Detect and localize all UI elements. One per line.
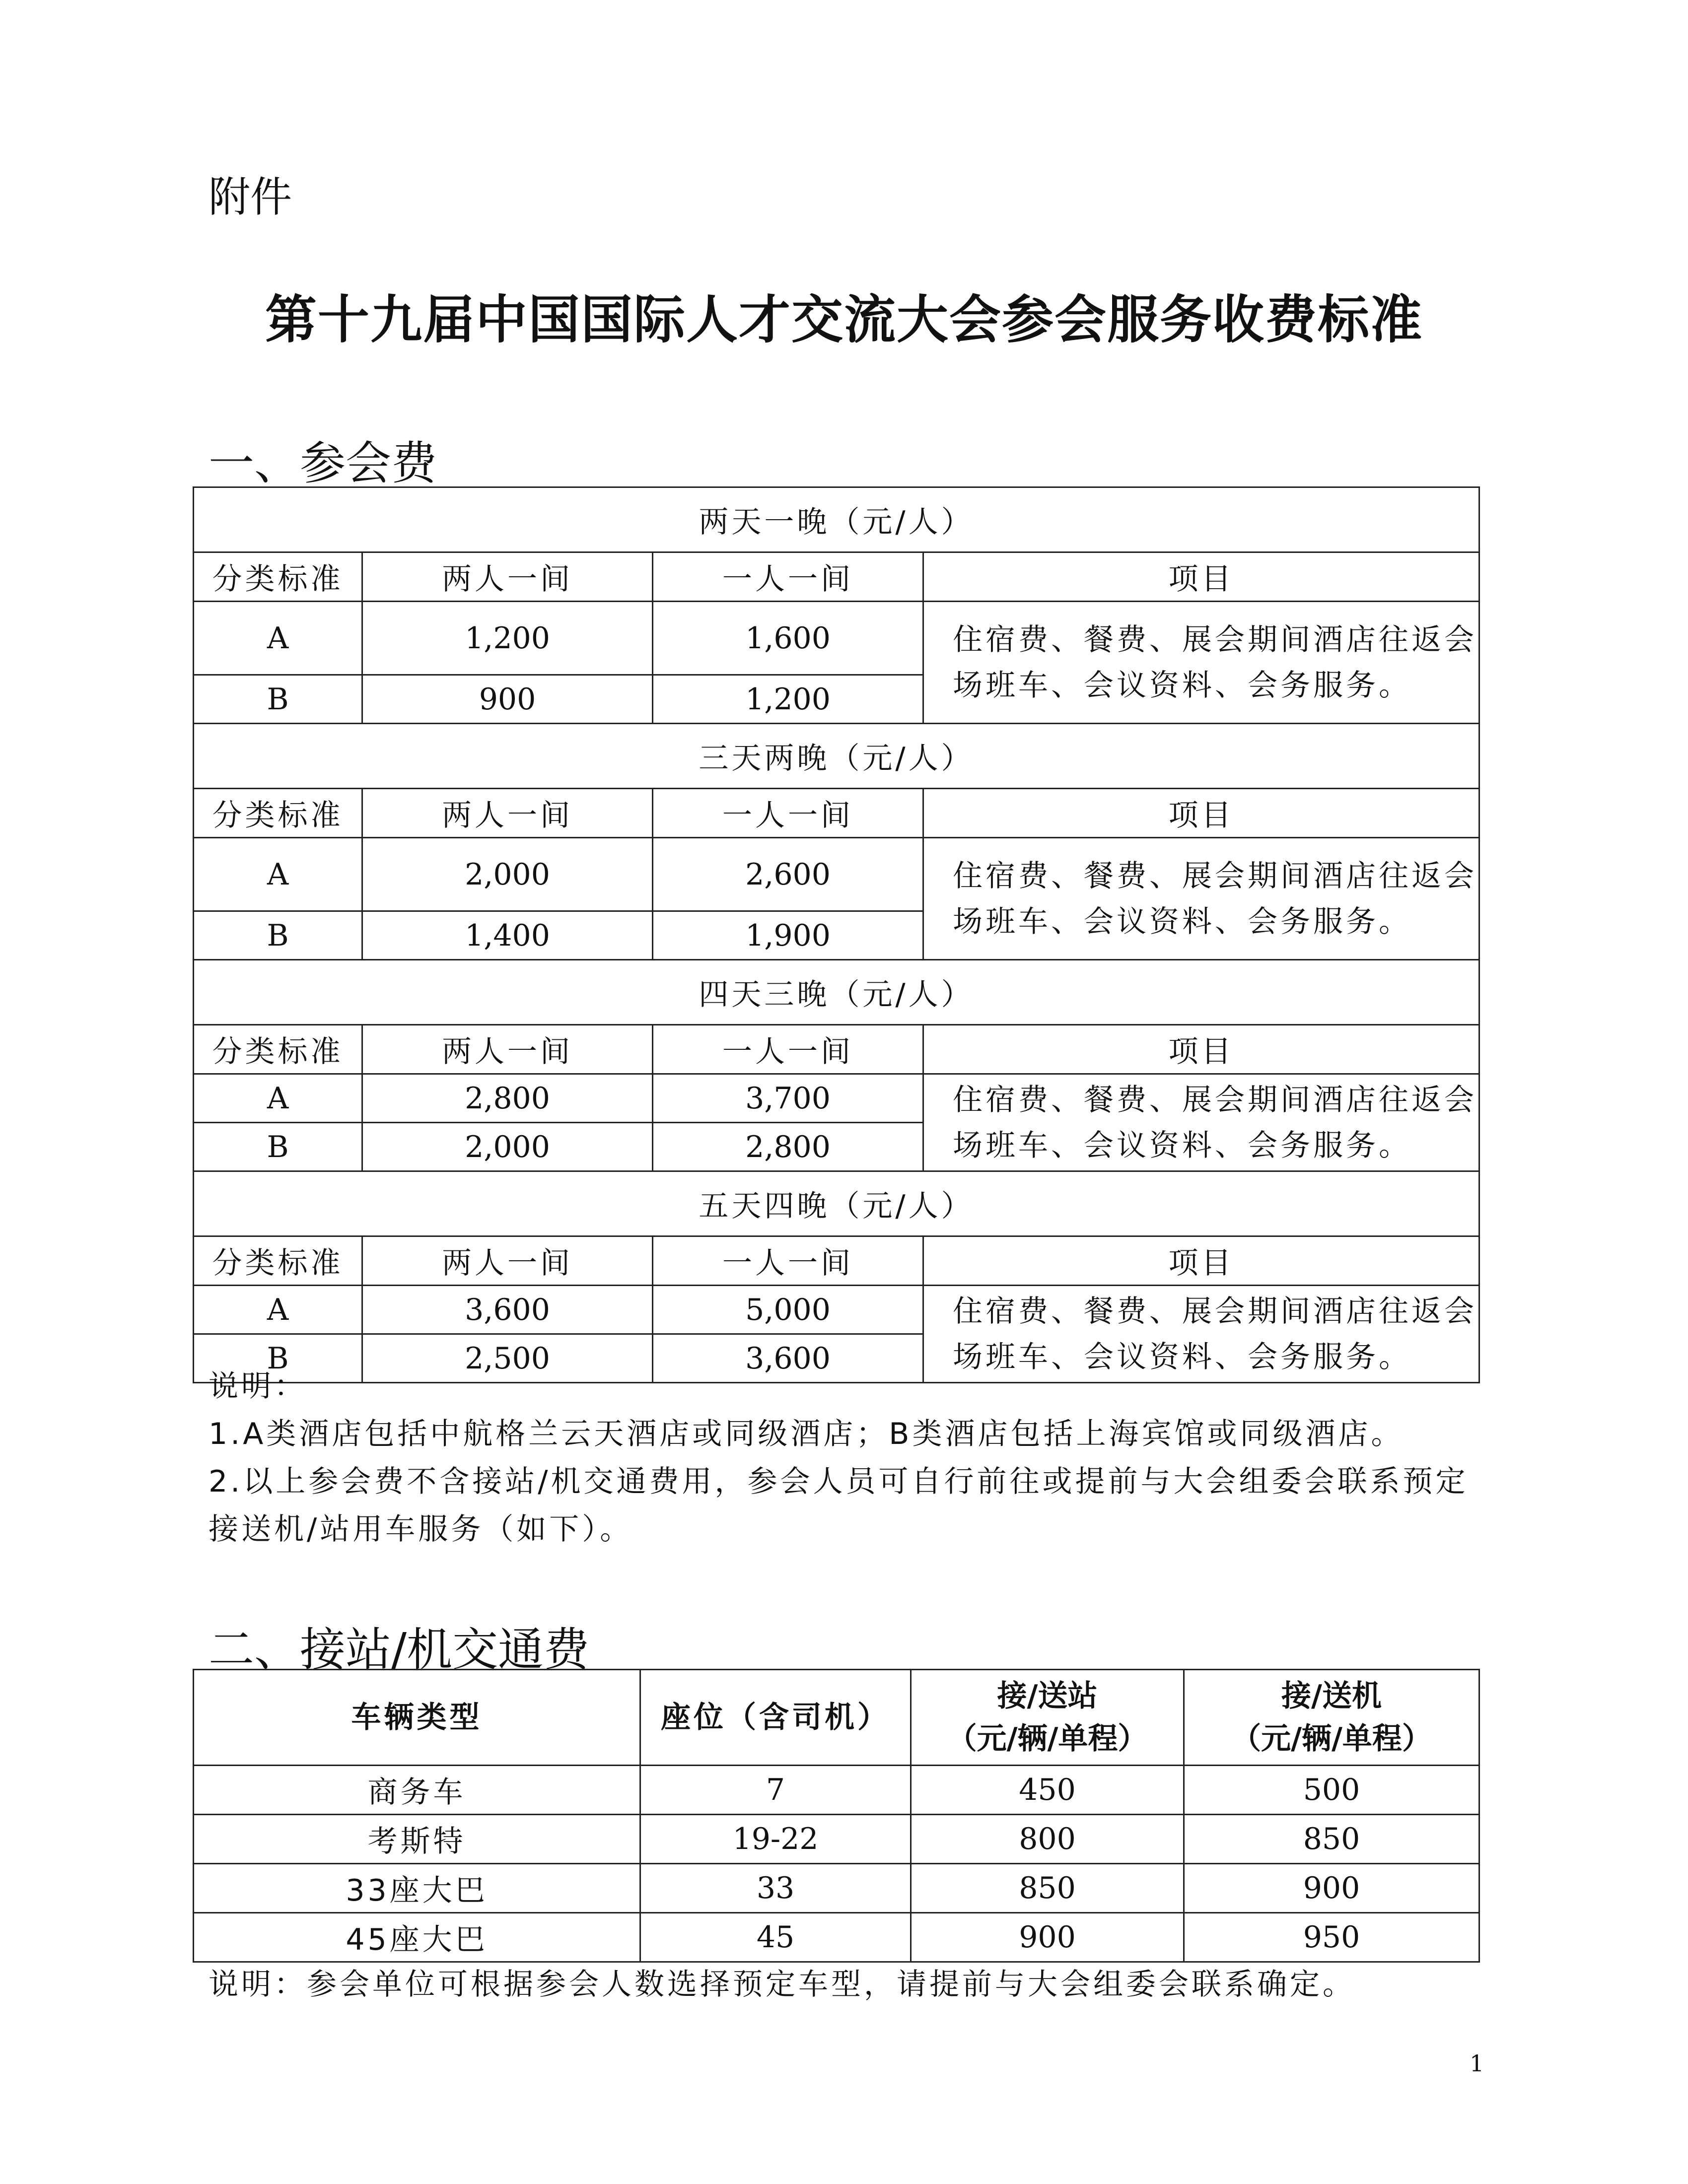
notes-label: 说明： [209, 1369, 307, 1404]
document-title: 第十九届中国国际人才交流大会参会服务收费标准 [265, 289, 1423, 350]
station-price-cell: 450 [911, 1766, 1184, 1815]
seats-cell: 7 [640, 1766, 911, 1815]
double-price-cell: 2,000 [362, 838, 653, 911]
vehicle-cell: 商务车 [194, 1766, 640, 1815]
col-items: 项目 [923, 789, 1479, 838]
col-airport-line2: （元/辆/单程） [1231, 1721, 1432, 1756]
col-category: 分类标准 [194, 789, 362, 838]
airport-price-cell: 500 [1184, 1766, 1479, 1815]
col-double-room: 两人一间 [362, 1236, 653, 1286]
col-station-line1: 接/送站 [997, 1679, 1098, 1713]
table-row [194, 1913, 1479, 1962]
col-double-room: 两人一间 [362, 552, 653, 602]
station-price-cell: 850 [911, 1864, 1184, 1913]
table-header-row [194, 1236, 1479, 1286]
single-price-cell: 3,700 [653, 1074, 923, 1123]
table-header-row [194, 1025, 1479, 1074]
vehicle-cell: 考斯特 [194, 1815, 640, 1864]
single-price-cell: 2,800 [653, 1123, 923, 1171]
single-price-cell: 1,900 [653, 911, 923, 960]
table-row [194, 1766, 1479, 1815]
fee-notes [209, 1363, 1479, 1553]
table-row [194, 838, 1479, 911]
col-category: 分类标准 [194, 552, 362, 602]
attachment-label: 附件 [209, 173, 292, 221]
table-row [194, 1815, 1479, 1864]
table-header-row [194, 789, 1479, 838]
note-item: 说明：参会单位可根据参会人数选择预定车型，请提前与大会组委会联系确定。 [209, 1967, 1355, 2002]
double-price-cell: 2,000 [362, 1123, 653, 1171]
col-items: 项目 [923, 552, 1479, 602]
package-period: 四天三晚（元/人） [194, 960, 1479, 1025]
col-single-room: 一人一间 [653, 1025, 923, 1074]
package-period: 两天一晚（元/人） [194, 487, 1479, 552]
items-cell: 住宿费、餐费、展会期间酒店往返会场班车、会议资料、会务服务。 [923, 602, 1479, 724]
package-period-row [194, 724, 1479, 789]
double-price-cell: 1,400 [362, 911, 653, 960]
seats-cell: 33 [640, 1864, 911, 1913]
seats-cell: 45 [640, 1913, 911, 1962]
transport-table [193, 1669, 1480, 1963]
table-header-row [194, 552, 1479, 602]
fee-table [193, 486, 1480, 1383]
airport-price-cell: 950 [1184, 1913, 1479, 1962]
items-cell: 住宿费、餐费、展会期间酒店往返会场班车、会议资料、会务服务。 [923, 1286, 1479, 1383]
col-airport-line1: 接/送机 [1281, 1679, 1382, 1713]
double-price-cell: 2,500 [362, 1334, 653, 1383]
category-cell: A [194, 1286, 362, 1334]
col-items: 项目 [923, 1236, 1479, 1286]
single-price-cell: 5,000 [653, 1286, 923, 1334]
airport-price-cell: 850 [1184, 1815, 1479, 1864]
double-price-cell: 3,600 [362, 1286, 653, 1334]
double-price-cell: 2,800 [362, 1074, 653, 1123]
section-heading-transport: 二、接站/机交通费 [209, 1623, 589, 1676]
package-period-row [194, 1171, 1479, 1236]
transport-notes [209, 1961, 1479, 2008]
table-row [194, 1286, 1479, 1334]
table-row [194, 1864, 1479, 1913]
category-cell: B [194, 1123, 362, 1171]
section-heading-fees: 一、参会费 [209, 437, 437, 490]
category-cell: A [194, 602, 362, 675]
package-period-row [194, 487, 1479, 552]
category-cell: A [194, 838, 362, 911]
single-price-cell: 1,200 [653, 675, 923, 724]
col-station-line2: （元/辆/单程） [947, 1721, 1148, 1756]
items-cell: 住宿费、餐费、展会期间酒店往返会场班车、会议资料、会务服务。 [923, 1074, 1479, 1171]
seats-cell: 19-22 [640, 1815, 911, 1864]
col-single-room: 一人一间 [653, 1236, 923, 1286]
station-price-cell: 800 [911, 1815, 1184, 1864]
col-seats: 座位（含司机） [640, 1670, 911, 1766]
table-row [194, 602, 1479, 675]
table-row [194, 1074, 1479, 1123]
vehicle-cell: 45座大巴 [194, 1913, 640, 1962]
station-price-cell: 900 [911, 1913, 1184, 1962]
airport-price-cell: 900 [1184, 1864, 1479, 1913]
single-price-cell: 2,600 [653, 838, 923, 911]
col-airport-transfer [1184, 1670, 1479, 1766]
col-station-transfer [911, 1670, 1184, 1766]
col-double-room: 两人一间 [362, 789, 653, 838]
package-period: 三天两晚（元/人） [194, 724, 1479, 789]
category-cell: B [194, 911, 362, 960]
double-price-cell: 900 [362, 675, 653, 724]
table-header-row [194, 1670, 1479, 1766]
single-price-cell: 1,600 [653, 602, 923, 675]
category-cell: B [194, 675, 362, 724]
note-item: 1.A类酒店包括中航格兰云天酒店或同级酒店；B类酒店包括上海宾馆或同级酒店。 [209, 1417, 1404, 1451]
page-number: 1 [1470, 2050, 1484, 2077]
double-price-cell: 1,200 [362, 602, 653, 675]
col-double-room: 两人一间 [362, 1025, 653, 1074]
category-cell: A [194, 1074, 362, 1123]
package-period-row [194, 960, 1479, 1025]
col-category: 分类标准 [194, 1236, 362, 1286]
items-cell: 住宿费、餐费、展会期间酒店往返会场班车、会议资料、会务服务。 [923, 838, 1479, 960]
package-period: 五天四晚（元/人） [194, 1171, 1479, 1236]
col-category: 分类标准 [194, 1025, 362, 1074]
category-cell: B [194, 1334, 362, 1383]
vehicle-cell: 33座大巴 [194, 1864, 640, 1913]
col-items: 项目 [923, 1025, 1479, 1074]
note-item: 2.以上参会费不含接站/机交通费用，参会人员可自行前往或提前与大会组委会联系预定接送机/站用车服务（如下）。 [209, 1464, 1469, 1547]
single-price-cell: 3,600 [653, 1334, 923, 1383]
col-single-room: 一人一间 [653, 552, 923, 602]
col-vehicle-type: 车辆类型 [194, 1670, 640, 1766]
col-single-room: 一人一间 [653, 789, 923, 838]
